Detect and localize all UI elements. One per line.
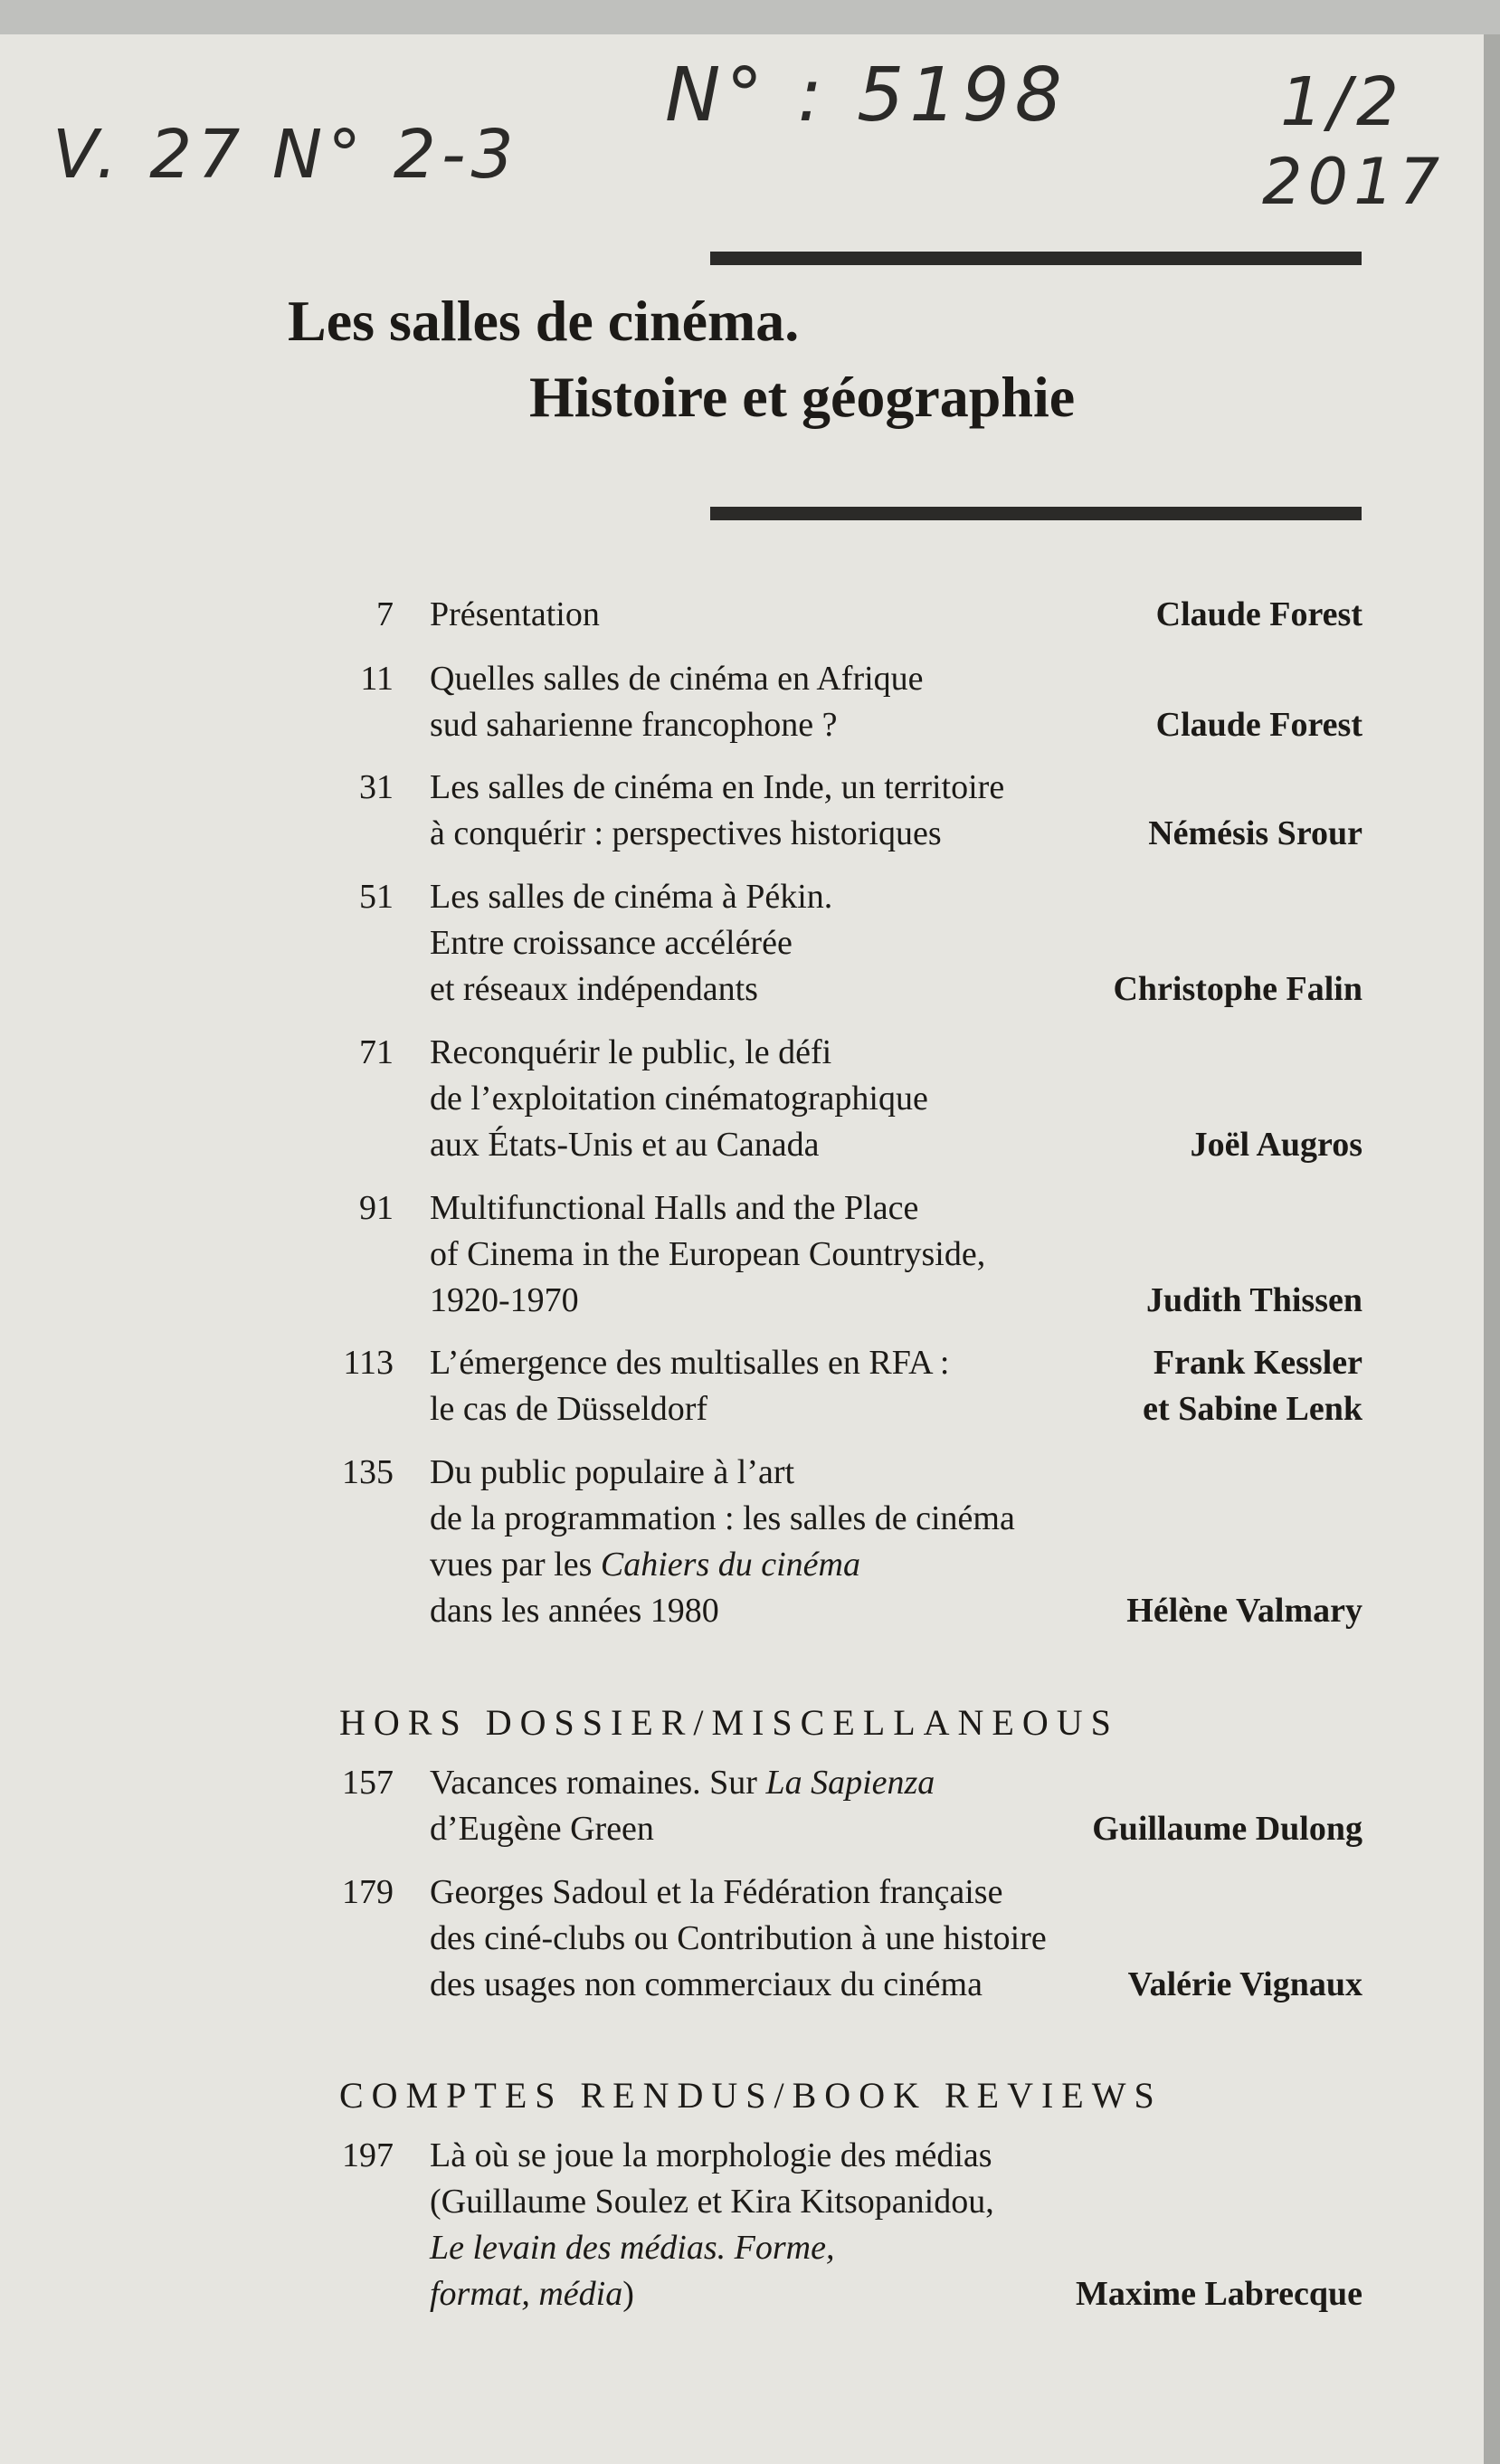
toc-title-italic: format, média (430, 2275, 623, 2313)
toc-title-italic: Cahiers du cinéma (600, 1546, 860, 1584)
toc-title-line: Quelles salles de cinéma en Afrique (430, 660, 924, 698)
toc-author: et Sabine Lenk (1143, 1390, 1362, 1428)
toc-title (430, 1030, 1153, 1168)
toc-page-number: 31 (359, 768, 394, 806)
toc-author: Claude Forest (1155, 706, 1362, 744)
toc-title-line: Les salles de cinéma à Pékin. (430, 878, 833, 916)
handwritten-part: 1/2 (1280, 63, 1405, 141)
toc-title (430, 592, 1153, 638)
toc-title-italic: La Sapienza (765, 1764, 935, 1802)
toc-page-number: 113 (343, 1344, 394, 1382)
toc-title-line: L’émergence des multisalles en RFA : (430, 1344, 950, 1382)
toc-page-number: 7 (376, 595, 394, 633)
toc-title-line (430, 2271, 1153, 2317)
toc-title-line: Présentation (430, 595, 600, 633)
toc-title-line: aux États-Unis et au Canada (430, 1126, 820, 1164)
toc-title (430, 874, 1153, 1013)
section-heading-reviews: COMPTES RENDUS/BOOK REVIEWS (339, 2075, 1163, 2116)
toc-title (430, 1760, 1153, 1852)
toc-title-line: sud saharienne francophone ? (430, 706, 838, 744)
toc-title-fragment: vues par les (430, 1546, 593, 1584)
toc-title-line: d’Eugène Green (430, 1810, 654, 1848)
toc-title-line: Là où se joue la morphologie des médias (430, 2136, 992, 2174)
toc-title-line: Reconquérir le public, le défi (430, 1033, 832, 1071)
toc-title-line: Du public populaire à l’art (430, 1453, 795, 1491)
title-rule-top (710, 252, 1362, 265)
toc-title-line: dans les années 1980 (430, 1592, 719, 1630)
toc-author: Claude Forest (1155, 595, 1362, 633)
toc-title-line (430, 1760, 1153, 1806)
toc-title-fragment: Vacances romaines. Sur (430, 1764, 766, 1802)
toc-title-line: et réseaux indépendants (430, 970, 758, 1008)
toc-title-line: à conquérir : perspectives historiques (430, 814, 942, 852)
toc-title (430, 1450, 1153, 1634)
title-rule-bottom (710, 507, 1362, 520)
toc-author: Frank Kessler (1153, 1344, 1362, 1382)
toc-author: Joël Augros (1190, 1126, 1362, 1164)
toc-title (430, 1185, 1153, 1324)
toc-author: Maxime Labrecque (1076, 2275, 1362, 2313)
toc-title-fragment: ) (622, 2275, 634, 2313)
toc-author: Judith Thissen (1145, 1281, 1362, 1319)
toc-author: Hélène Valmary (1126, 1592, 1362, 1630)
toc-page-number: 197 (342, 2136, 394, 2174)
toc-page-number: 135 (342, 1453, 394, 1491)
toc-title-line: des ciné-clubs ou Contribution à une histoire (430, 1919, 1047, 1957)
toc-page-number: 51 (359, 878, 394, 916)
toc-page-number: 179 (342, 1873, 394, 1911)
toc-title-line (430, 1542, 1153, 1588)
toc-title-line: Entre croissance accélérée (430, 924, 793, 962)
toc-title (430, 656, 1153, 748)
section-heading-hors-dossier: HORS DOSSIER/MISCELLANEOUS (339, 1702, 1119, 1743)
toc-title-line: 1920-1970 (430, 1281, 579, 1319)
toc-title-line: des usages non commerciaux du cinéma (430, 1965, 983, 2003)
toc-title (430, 765, 1153, 857)
toc-title-line: of Cinema in the European Countryside, (430, 1235, 986, 1273)
title-line-2: Histoire et géographie (529, 365, 1076, 429)
handwritten-number: N° : 5198 (665, 52, 1068, 138)
toc-author: Valérie Vignaux (1127, 1965, 1362, 2003)
handwritten-volume: V. 27 N° 2-3 (52, 116, 519, 194)
title-line-1: Les salles de cinéma. (288, 289, 800, 353)
handwritten-year: 2017 (1262, 145, 1446, 219)
toc-title-line: Multifunctional Halls and the Place (430, 1189, 919, 1227)
toc-page-number: 157 (342, 1764, 394, 1802)
toc-page-number: 11 (360, 660, 394, 698)
toc-author: Christophe Falin (1113, 970, 1362, 1008)
toc-title-line: le cas de Düsseldorf (430, 1390, 708, 1428)
toc-title (430, 2133, 1153, 2317)
toc-author: Némésis Srour (1148, 814, 1362, 852)
toc-author: Guillaume Dulong (1092, 1810, 1362, 1848)
toc-title (430, 1340, 1153, 1432)
toc-title (430, 1869, 1153, 2008)
toc-page-number: 71 (359, 1033, 394, 1071)
toc-title-italic: Le levain des médias. Forme, (430, 2229, 835, 2267)
toc-title-line: Georges Sadoul et la Fédération française (430, 1873, 1003, 1911)
toc-title-line: de l’exploitation cinématographique (430, 1080, 928, 1118)
toc-title-line: de la programmation : les salles de cinéma (430, 1499, 1015, 1537)
toc-page-number: 91 (359, 1189, 394, 1227)
toc-title-line: (Guillaume Soulez et Kira Kitsopanidou, (430, 2183, 994, 2221)
toc-title-line: Les salles de cinéma en Inde, un territoire (430, 768, 1005, 806)
